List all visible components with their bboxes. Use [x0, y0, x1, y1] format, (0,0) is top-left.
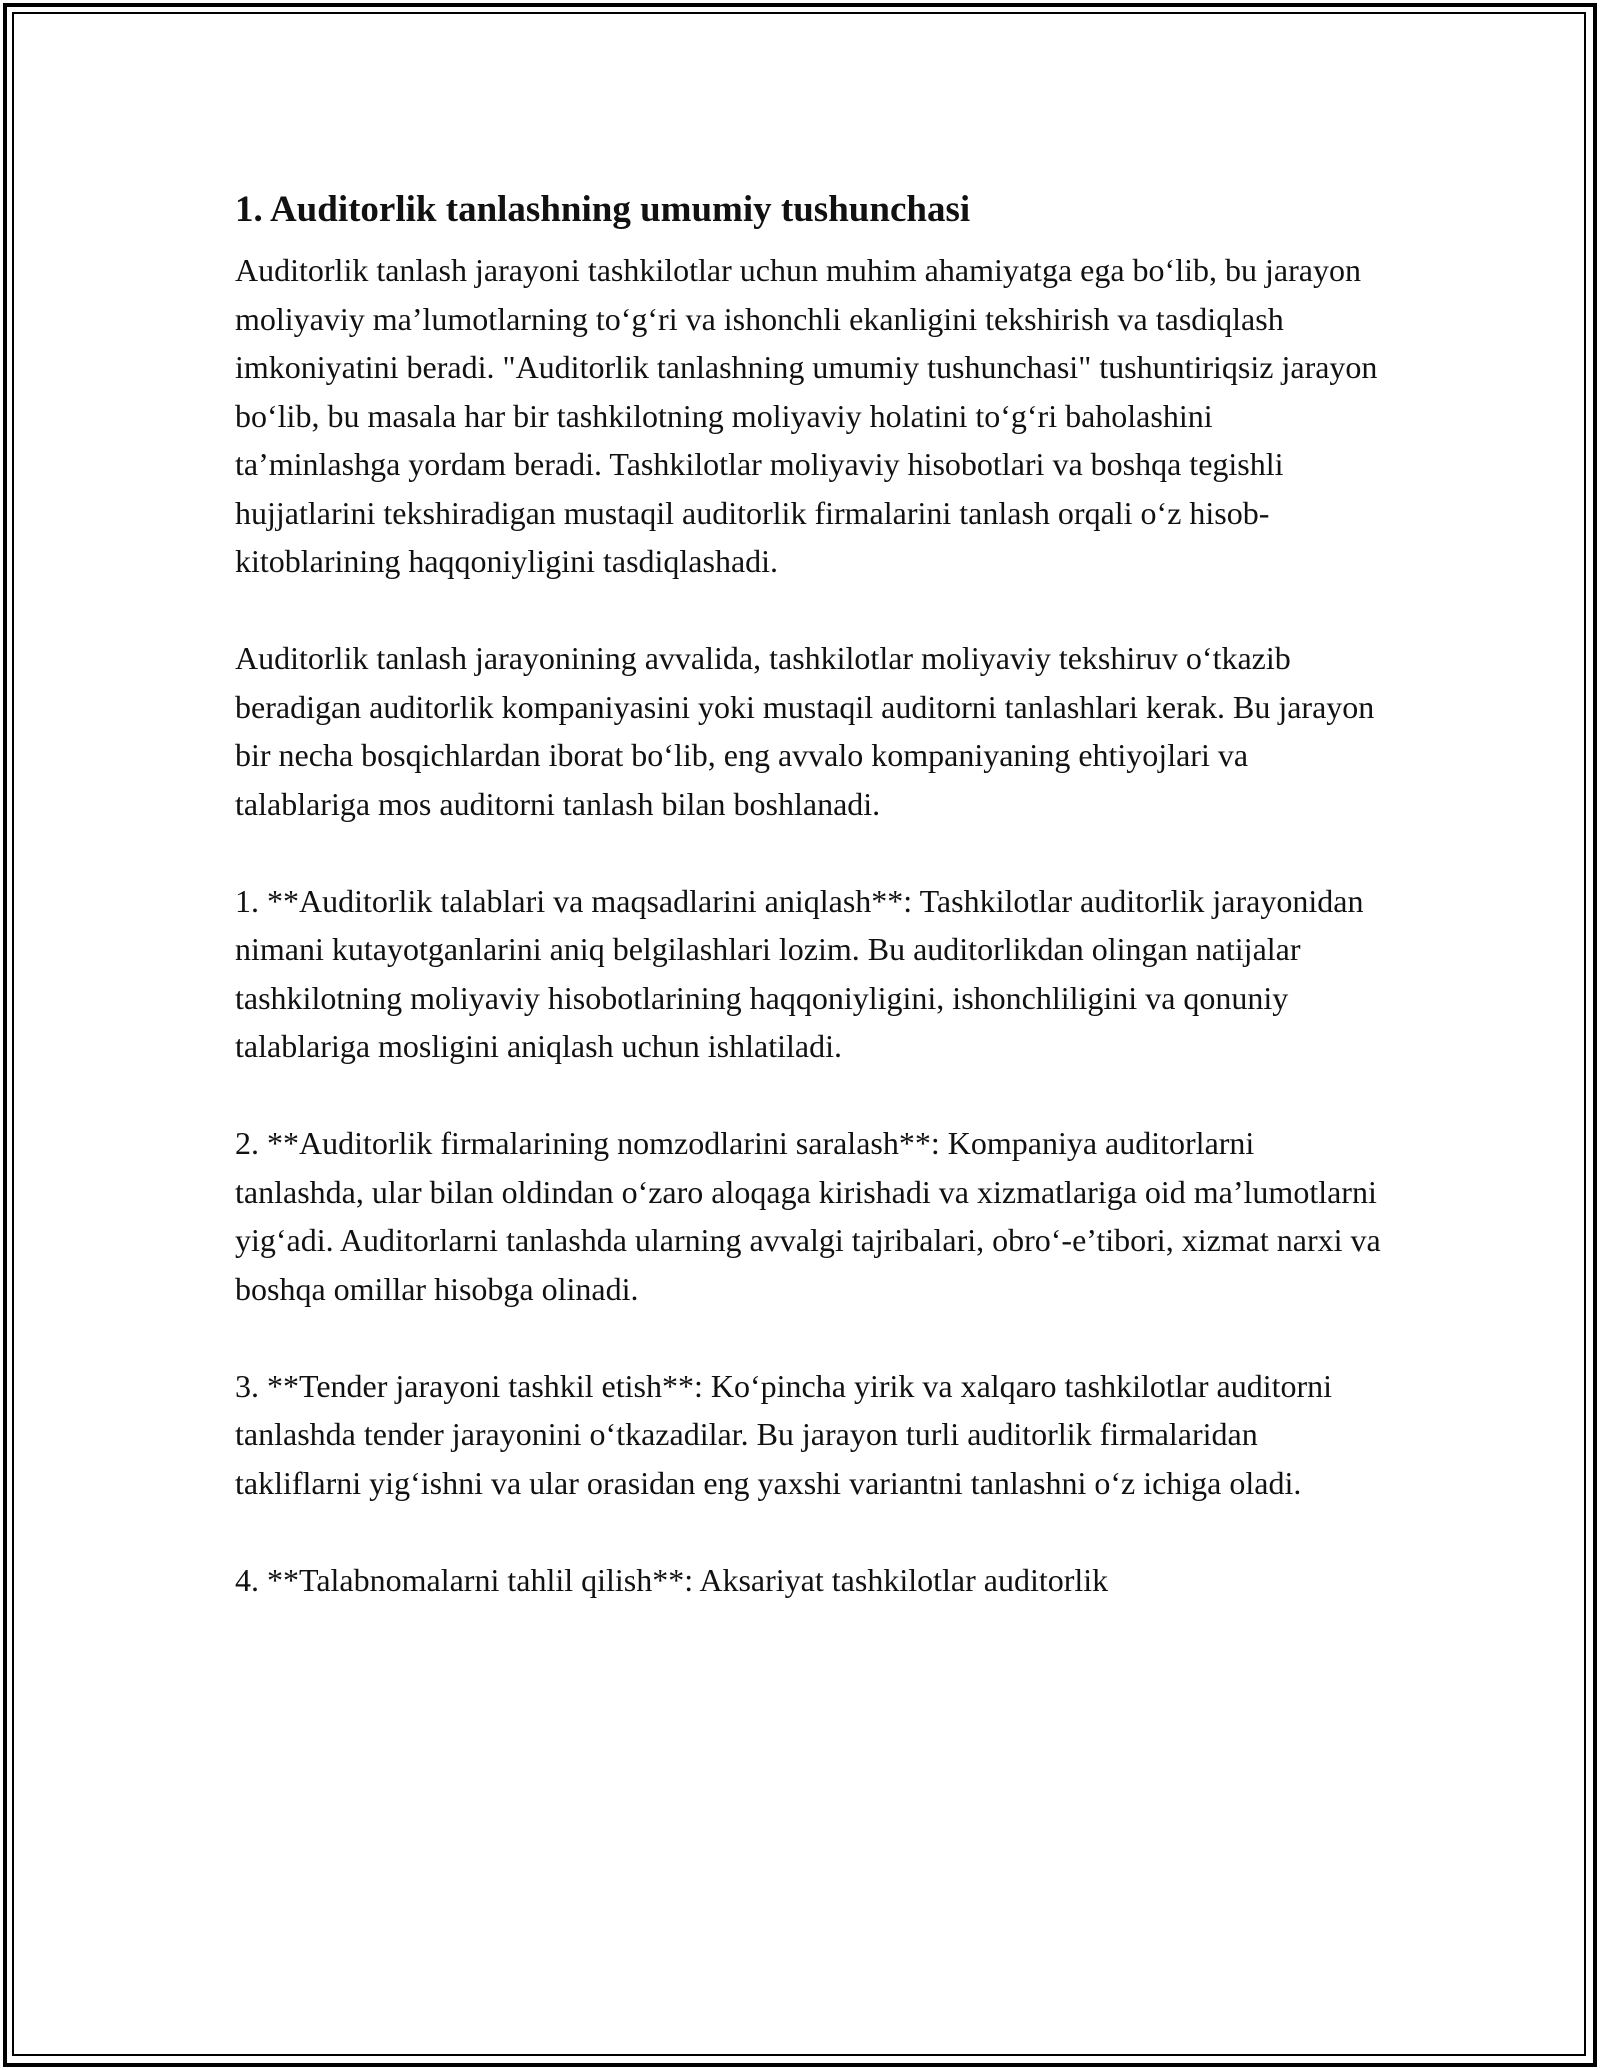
paragraph-step-2: 2. **Auditorlik firmalarining nomzodlarini saralash**: Kompaniya auditorlarni tanlashda, ular bilan oldindan o‘zaro aloqaga kirishadi va xizmatlariga oid ma’lumotlarni yig‘adi. Auditorlarni tanlashda ularning avvalgi tajribalari, obro‘-e’tibori, xizmat narxi va boshqa omillar hisobga olinadi.: [235, 1125, 1381, 1307]
paragraph-step-1: 1. **Auditorlik talablari va maqsadlarini aniqlash**: Tashkilotlar auditorlik jarayonidan nimani kutayotganlarini aniq belgilashlari lozim. Bu auditorlikdan olingan natijalar tashkilotning moliyaviy hisobotlarining haqqoniyligini, ishonchliligini va qonuniy talablariga mosligini aniqlash uchun ishlatiladi.: [235, 882, 1364, 1064]
paragraph-process-start: Auditorlik tanlash jarayonining avvalida, tashkilotlar moliyaviy tekshiruv o‘tkazib beradigan auditorlik kompaniyasini yoki mustaqil auditorni tanlashlari kerak. Bu jarayon bir necha bosqichlardan iborat bo‘lib, eng avvalo kompaniyaning ehtiyojlari va talablariga mos auditorni tanlash bilan boshlanadi.: [235, 640, 1375, 822]
paragraph-intro: Auditorlik tanlash jarayoni tashkilotlar uchun muhim ahamiyatga ega bo‘lib, bu jarayon moliyaviy ma’lumotlarning to‘g‘ri va ishonchli ekanligini tekshirish va tasdiqlash imkoniyatini beradi. "Auditorlik tanlashning umumiy tushunchasi" tushuntiriqsiz jarayon bo‘lib, bu masala har bir tashkilotning moliyaviy holatini to‘g‘ri baholashini ta’minlashga yordam beradi. Tashkilotlar moliyaviy hisobotlari va boshqa tegishli hujjatlarini tekshiradigan mustaqil auditorlik firmalarini tanlash orqali o‘z hisob-kitoblarining haqqoniyligini tasdiqlashadi.: [235, 252, 1378, 579]
document-body: [235, 186, 1385, 1604]
paragraph-step-4: 4. **Talabnomalarni tahlil qilish**: Aksariyat tashkilotlar auditorlik: [235, 1561, 1109, 1598]
section-heading: 1. Auditorlik tanlashning umumiy tushunchasi: [235, 189, 971, 230]
paragraph-step-3: 3. **Tender jarayoni tashkil etish**: Ko‘pincha yirik va xalqaro tashkilotlar auditorni tanlashda tender jarayonini o‘tkazadilar. Bu jarayon turli auditorlik firmalaridan takliflarni yig‘ishni va ular orasidan eng yaxshi variantni tanlashni o‘z ichiga oladi.: [235, 1367, 1333, 1501]
